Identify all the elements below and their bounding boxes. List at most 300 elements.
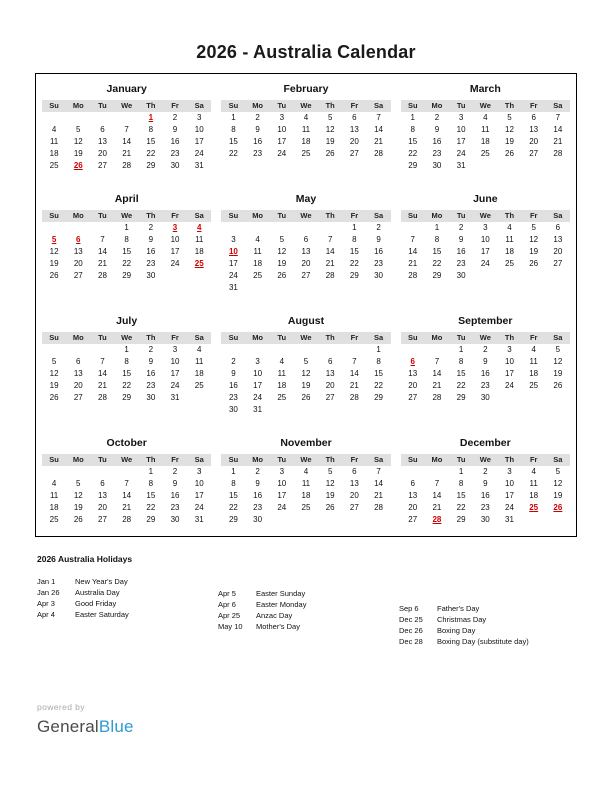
holiday-day-cell: 26: [553, 503, 563, 512]
day-cell: 12: [325, 125, 335, 134]
day-cell: 24: [456, 149, 466, 158]
day-cell: 8: [434, 235, 440, 244]
day-cell: 27: [73, 271, 83, 280]
day-cell: 7: [434, 479, 440, 488]
month-november: [221, 436, 390, 526]
day-cell: 16: [374, 247, 383, 256]
holiday-entry: [37, 576, 218, 587]
day-cell: 13: [349, 125, 359, 134]
day-cell: 29: [432, 271, 442, 280]
holiday-day-cell: 10: [228, 247, 238, 256]
day-cell: 27: [98, 161, 107, 170]
day-cell: 25: [505, 259, 514, 268]
day-cell: 9: [376, 235, 381, 244]
holiday-day-cell: 4: [196, 223, 202, 232]
day-cell: 26: [325, 503, 335, 512]
day-cell: 28: [374, 503, 383, 512]
weekday-header: Th: [325, 455, 335, 464]
weekday-header-row: [221, 210, 390, 222]
weekday-header: Sa: [194, 211, 204, 220]
day-cell: 10: [194, 125, 204, 134]
days-grid: [42, 222, 211, 282]
day-cell: 14: [374, 479, 383, 488]
day-cell: 14: [122, 137, 132, 146]
day-cell: 18: [529, 369, 539, 378]
holiday-date: Dec 28: [399, 637, 423, 646]
holiday-columns: [37, 576, 612, 647]
empty-cell: [425, 344, 449, 356]
day-cell: 11: [529, 479, 538, 488]
day-cell: 5: [76, 479, 81, 488]
day-cell: 17: [456, 137, 466, 146]
day-cell: 14: [553, 125, 563, 134]
holiday-date: Sep 6: [399, 604, 419, 613]
day-cell: 26: [49, 393, 59, 402]
day-cell: 18: [194, 369, 204, 378]
day-cell: 12: [553, 479, 563, 488]
day-cell: 1: [231, 113, 236, 122]
day-cell: 25: [49, 515, 59, 524]
weekday-header: Mo: [431, 211, 443, 220]
day-cell: 9: [172, 479, 178, 488]
weekday-header: Th: [504, 211, 515, 220]
holiday-date: May 10: [218, 622, 243, 631]
day-cell: 29: [456, 393, 466, 402]
day-cell: 12: [73, 137, 83, 146]
day-cell: 22: [228, 503, 238, 512]
day-cell: 5: [303, 357, 309, 366]
day-cell: 15: [228, 137, 238, 146]
weekday-header: Fr: [171, 211, 179, 220]
footer: [37, 702, 134, 737]
holiday-date: Apr 6: [218, 600, 236, 609]
day-cell: 17: [170, 247, 180, 256]
day-cell: 9: [172, 125, 178, 134]
weekday-header: Tu: [98, 455, 107, 464]
days-grid: [401, 466, 570, 526]
month-title: September: [458, 315, 513, 327]
day-cell: 8: [352, 235, 357, 244]
day-cell: 1: [124, 223, 129, 232]
day-cell: 14: [432, 491, 442, 500]
day-cell: 10: [505, 479, 514, 488]
day-cell: 13: [73, 369, 83, 378]
day-cell: 1: [124, 345, 129, 354]
empty-cell: [318, 222, 342, 234]
day-cell: 4: [531, 345, 536, 354]
weekday-header: Fr: [350, 333, 359, 342]
empty-cell: [401, 466, 425, 478]
weekday-header: We: [479, 455, 491, 464]
weekday-header: Mo: [72, 211, 84, 220]
weekday-header: Tu: [456, 455, 466, 464]
day-cell: 8: [376, 357, 381, 366]
day-cell: 3: [172, 345, 178, 354]
day-cell: 14: [374, 125, 383, 134]
day-cell: 31: [505, 515, 514, 524]
weekday-header: Tu: [277, 211, 287, 220]
day-cell: 20: [349, 491, 359, 500]
day-cell: 16: [146, 369, 156, 378]
day-cell: 6: [410, 479, 415, 488]
day-cell: 13: [349, 479, 359, 488]
day-cell: 26: [553, 381, 563, 390]
days-grid: [401, 344, 570, 404]
day-cell: 5: [51, 357, 57, 366]
day-cell: 17: [277, 491, 287, 500]
weekday-header: Mo: [72, 333, 84, 342]
weekday-header: We: [300, 455, 312, 464]
day-cell: 6: [352, 113, 357, 122]
day-cell: 3: [458, 113, 464, 122]
empty-cell: [90, 466, 114, 478]
day-cell: 23: [480, 503, 490, 512]
weekday-header: We: [479, 333, 491, 342]
empty-cell: [246, 344, 270, 356]
day-cell: 25: [277, 393, 287, 402]
day-cell: 2: [434, 113, 440, 122]
day-cell: 10: [194, 479, 204, 488]
weekday-header: Fr: [171, 101, 179, 110]
day-cell: 15: [432, 247, 442, 256]
day-cell: 17: [277, 137, 287, 146]
weekday-header: Mo: [431, 333, 443, 342]
day-cell: 15: [122, 247, 132, 256]
day-cell: 8: [148, 125, 154, 134]
day-cell: 30: [146, 271, 156, 280]
weekday-header: We: [121, 455, 133, 464]
day-cell: 14: [98, 247, 107, 256]
month-june: [401, 192, 570, 294]
holiday-name: Boxing Day: [437, 626, 476, 635]
month-may: [221, 192, 390, 294]
empty-cell: [294, 222, 318, 234]
empty-cell: [66, 222, 90, 234]
day-cell: 18: [301, 491, 311, 500]
day-cell: 1: [231, 467, 236, 476]
day-cell: 26: [73, 515, 83, 524]
weekday-header: Fr: [529, 333, 538, 342]
weekday-header: Su: [407, 455, 418, 464]
day-cell: 15: [122, 369, 132, 378]
day-cell: 20: [325, 381, 335, 390]
weekday-header: Th: [325, 211, 335, 220]
day-cell: 30: [228, 405, 238, 414]
holiday-date: Dec 26: [399, 626, 423, 635]
weekday-header: Su: [407, 101, 418, 110]
day-cell: 1: [376, 345, 381, 354]
day-cell: 3: [483, 223, 488, 232]
weekday-header: Th: [146, 455, 156, 464]
day-cell: 23: [253, 503, 263, 512]
day-cell: 19: [49, 381, 59, 390]
day-cell: 27: [349, 149, 359, 158]
day-cell: 14: [98, 369, 107, 378]
holidays-heading: 2026 Australia Holidays: [37, 554, 133, 564]
weekday-header-row: [401, 454, 570, 466]
holiday-name: Boxing Day (substitute day): [437, 637, 529, 646]
day-cell: 31: [253, 405, 263, 414]
day-cell: 28: [432, 393, 442, 402]
day-cell: 24: [277, 149, 287, 158]
day-cell: 3: [507, 345, 512, 354]
day-cell: 22: [432, 259, 442, 268]
day-cell: 21: [432, 503, 442, 512]
weekday-header: Sa: [373, 333, 384, 342]
days-grid: [401, 222, 570, 282]
empty-cell: [401, 344, 425, 356]
day-cell: 8: [458, 479, 464, 488]
day-cell: 19: [73, 149, 83, 158]
day-cell: 21: [122, 149, 132, 158]
day-cell: 23: [228, 393, 238, 402]
day-cell: 16: [456, 247, 466, 256]
day-cell: 24: [505, 381, 514, 390]
day-cell: 20: [301, 259, 311, 268]
day-cell: 4: [255, 235, 260, 244]
day-cell: 23: [253, 149, 263, 158]
weekday-header: Tu: [98, 333, 107, 342]
holiday-day-cell: 25: [194, 259, 204, 268]
day-cell: 10: [480, 235, 490, 244]
day-cell: 15: [374, 369, 383, 378]
day-cell: 19: [529, 247, 539, 256]
holiday-name: Easter Monday: [256, 600, 307, 609]
holiday-name: Good Friday: [75, 599, 117, 608]
day-cell: 24: [170, 259, 180, 268]
weekday-header: Th: [325, 101, 335, 110]
day-cell: 24: [194, 503, 204, 512]
weekday-header-row: [42, 210, 211, 222]
day-cell: 13: [98, 137, 107, 146]
weekday-header: Mo: [252, 455, 264, 464]
empty-cell: [270, 344, 294, 356]
holiday-day-cell: 6: [76, 235, 81, 244]
day-cell: 30: [456, 271, 466, 280]
day-cell: 29: [122, 271, 132, 280]
weekday-header: Tu: [456, 101, 466, 110]
holiday-day-cell: 25: [529, 503, 539, 512]
day-cell: 18: [253, 259, 263, 268]
month-title: October: [106, 437, 147, 449]
weekday-header-row: [42, 332, 211, 344]
day-cell: 14: [408, 247, 418, 256]
day-cell: 3: [279, 467, 285, 476]
empty-cell: [425, 466, 449, 478]
day-cell: 18: [529, 491, 539, 500]
weekday-header-row: [221, 100, 390, 112]
weekday-header: Sa: [194, 101, 204, 110]
day-cell: 13: [73, 247, 83, 256]
day-cell: 30: [432, 161, 442, 170]
holiday-date: Dec 25: [399, 615, 423, 624]
holiday-name: Australia Day: [75, 588, 120, 597]
day-cell: 14: [325, 247, 335, 256]
weekday-header: Tu: [456, 333, 466, 342]
day-cell: 12: [553, 357, 563, 366]
day-cell: 7: [100, 357, 105, 366]
day-cell: 24: [228, 271, 238, 280]
day-cell: 6: [531, 113, 536, 122]
day-cell: 14: [432, 369, 442, 378]
day-cell: 28: [349, 393, 359, 402]
day-cell: 16: [253, 137, 263, 146]
holiday-entry: [218, 621, 399, 632]
weekday-header: Sa: [553, 333, 563, 342]
day-cell: 6: [100, 479, 105, 488]
day-cell: 1: [148, 467, 154, 476]
day-cell: 31: [456, 161, 466, 170]
month-title: December: [459, 437, 511, 449]
day-cell: 5: [555, 467, 561, 476]
day-cell: 2: [172, 113, 178, 122]
holidays-section: [37, 554, 612, 647]
day-cell: 12: [277, 247, 287, 256]
holiday-name: Mother's Day: [256, 622, 300, 631]
day-cell: 21: [325, 259, 335, 268]
weekday-header: Sa: [194, 455, 204, 464]
day-cell: 4: [279, 357, 285, 366]
day-cell: 13: [301, 247, 311, 256]
holiday-entry: [37, 609, 218, 620]
day-cell: 4: [507, 223, 512, 232]
day-cell: 26: [301, 393, 311, 402]
day-cell: 21: [374, 137, 383, 146]
empty-cell: [342, 344, 366, 356]
month-march: [401, 82, 570, 172]
day-cell: 4: [51, 479, 57, 488]
day-cell: 27: [408, 515, 418, 524]
day-cell: 7: [376, 113, 381, 122]
day-cell: 6: [303, 235, 309, 244]
day-cell: 15: [228, 491, 238, 500]
day-cell: 18: [301, 137, 311, 146]
day-cell: 8: [148, 479, 154, 488]
day-cell: 5: [531, 223, 536, 232]
day-cell: 9: [458, 235, 464, 244]
day-cell: 25: [480, 149, 490, 158]
weekday-header: Sa: [373, 455, 384, 464]
day-cell: 19: [553, 369, 563, 378]
day-cell: 27: [325, 393, 335, 402]
day-cell: 4: [483, 113, 488, 122]
weekday-header: We: [300, 101, 312, 110]
day-cell: 27: [349, 503, 359, 512]
day-cell: 2: [231, 357, 236, 366]
day-cell: 26: [529, 259, 539, 268]
weekday-header: Fr: [529, 211, 538, 220]
day-cell: 22: [408, 149, 418, 158]
empty-cell: [318, 344, 342, 356]
weekday-header: Sa: [194, 333, 204, 342]
weekday-header-row: [401, 100, 570, 112]
day-cell: 8: [124, 235, 129, 244]
weekday-header: Mo: [252, 101, 264, 110]
day-cell: 11: [277, 369, 286, 378]
day-cell: 25: [253, 271, 263, 280]
weekday-header: Sa: [553, 211, 563, 220]
day-cell: 1: [352, 223, 357, 232]
day-cell: 8: [231, 479, 236, 488]
day-cell: 7: [352, 357, 357, 366]
weekday-header: Th: [146, 211, 156, 220]
weekday-header: Sa: [373, 101, 384, 110]
day-cell: 20: [349, 137, 359, 146]
day-cell: 12: [529, 235, 539, 244]
day-cell: 22: [122, 381, 132, 390]
day-cell: 2: [255, 467, 260, 476]
day-cell: 20: [408, 503, 418, 512]
month-title: August: [287, 315, 325, 327]
day-cell: 8: [124, 357, 129, 366]
day-cell: 15: [146, 491, 156, 500]
weekday-header: Sa: [553, 101, 563, 110]
day-cell: 26: [505, 149, 514, 158]
day-cell: 23: [374, 259, 383, 268]
day-cell: 22: [122, 259, 132, 268]
day-cell: 17: [194, 491, 204, 500]
weekday-header: Fr: [350, 101, 359, 110]
day-cell: 3: [255, 357, 260, 366]
day-cell: 29: [228, 515, 238, 524]
day-cell: 1: [458, 467, 464, 476]
day-cell: 11: [301, 479, 311, 488]
day-cell: 28: [122, 515, 132, 524]
day-cell: 22: [349, 259, 359, 268]
weekday-header: Fr: [529, 101, 538, 110]
day-cell: 30: [480, 515, 490, 524]
weekday-header: Th: [146, 101, 156, 110]
weekday-header: Su: [407, 211, 418, 220]
weekday-header-row: [401, 332, 570, 344]
month-october: [42, 436, 211, 526]
holiday-day-cell: 26: [73, 161, 83, 170]
holiday-day-cell: 1: [148, 113, 154, 122]
day-cell: 6: [555, 223, 561, 232]
empty-cell: [42, 112, 66, 124]
day-cell: 16: [146, 247, 156, 256]
day-cell: 29: [146, 161, 156, 170]
day-cell: 12: [505, 125, 514, 134]
day-cell: 25: [301, 149, 311, 158]
day-cell: 17: [505, 491, 514, 500]
day-cell: 25: [301, 503, 311, 512]
day-cell: 6: [327, 357, 333, 366]
day-cell: 4: [303, 113, 309, 122]
day-cell: 28: [408, 271, 418, 280]
empty-cell: [115, 112, 139, 124]
empty-cell: [270, 222, 294, 234]
day-cell: 24: [170, 381, 180, 390]
weekday-header: Sa: [373, 211, 384, 220]
day-cell: 3: [196, 113, 202, 122]
day-cell: 21: [122, 503, 132, 512]
day-cell: 23: [146, 259, 156, 268]
day-cell: 31: [194, 161, 204, 170]
empty-cell: [294, 344, 318, 356]
day-cell: 16: [228, 381, 238, 390]
day-cell: 15: [146, 137, 156, 146]
empty-cell: [115, 466, 139, 478]
day-cell: 22: [146, 149, 156, 158]
holiday-name: Easter Sunday: [256, 589, 306, 598]
day-cell: 20: [98, 149, 107, 158]
day-cell: 7: [124, 479, 129, 488]
day-cell: 9: [434, 125, 440, 134]
day-cell: 8: [231, 125, 236, 134]
brand-general-text: General: [37, 717, 99, 736]
day-cell: 11: [195, 235, 204, 244]
